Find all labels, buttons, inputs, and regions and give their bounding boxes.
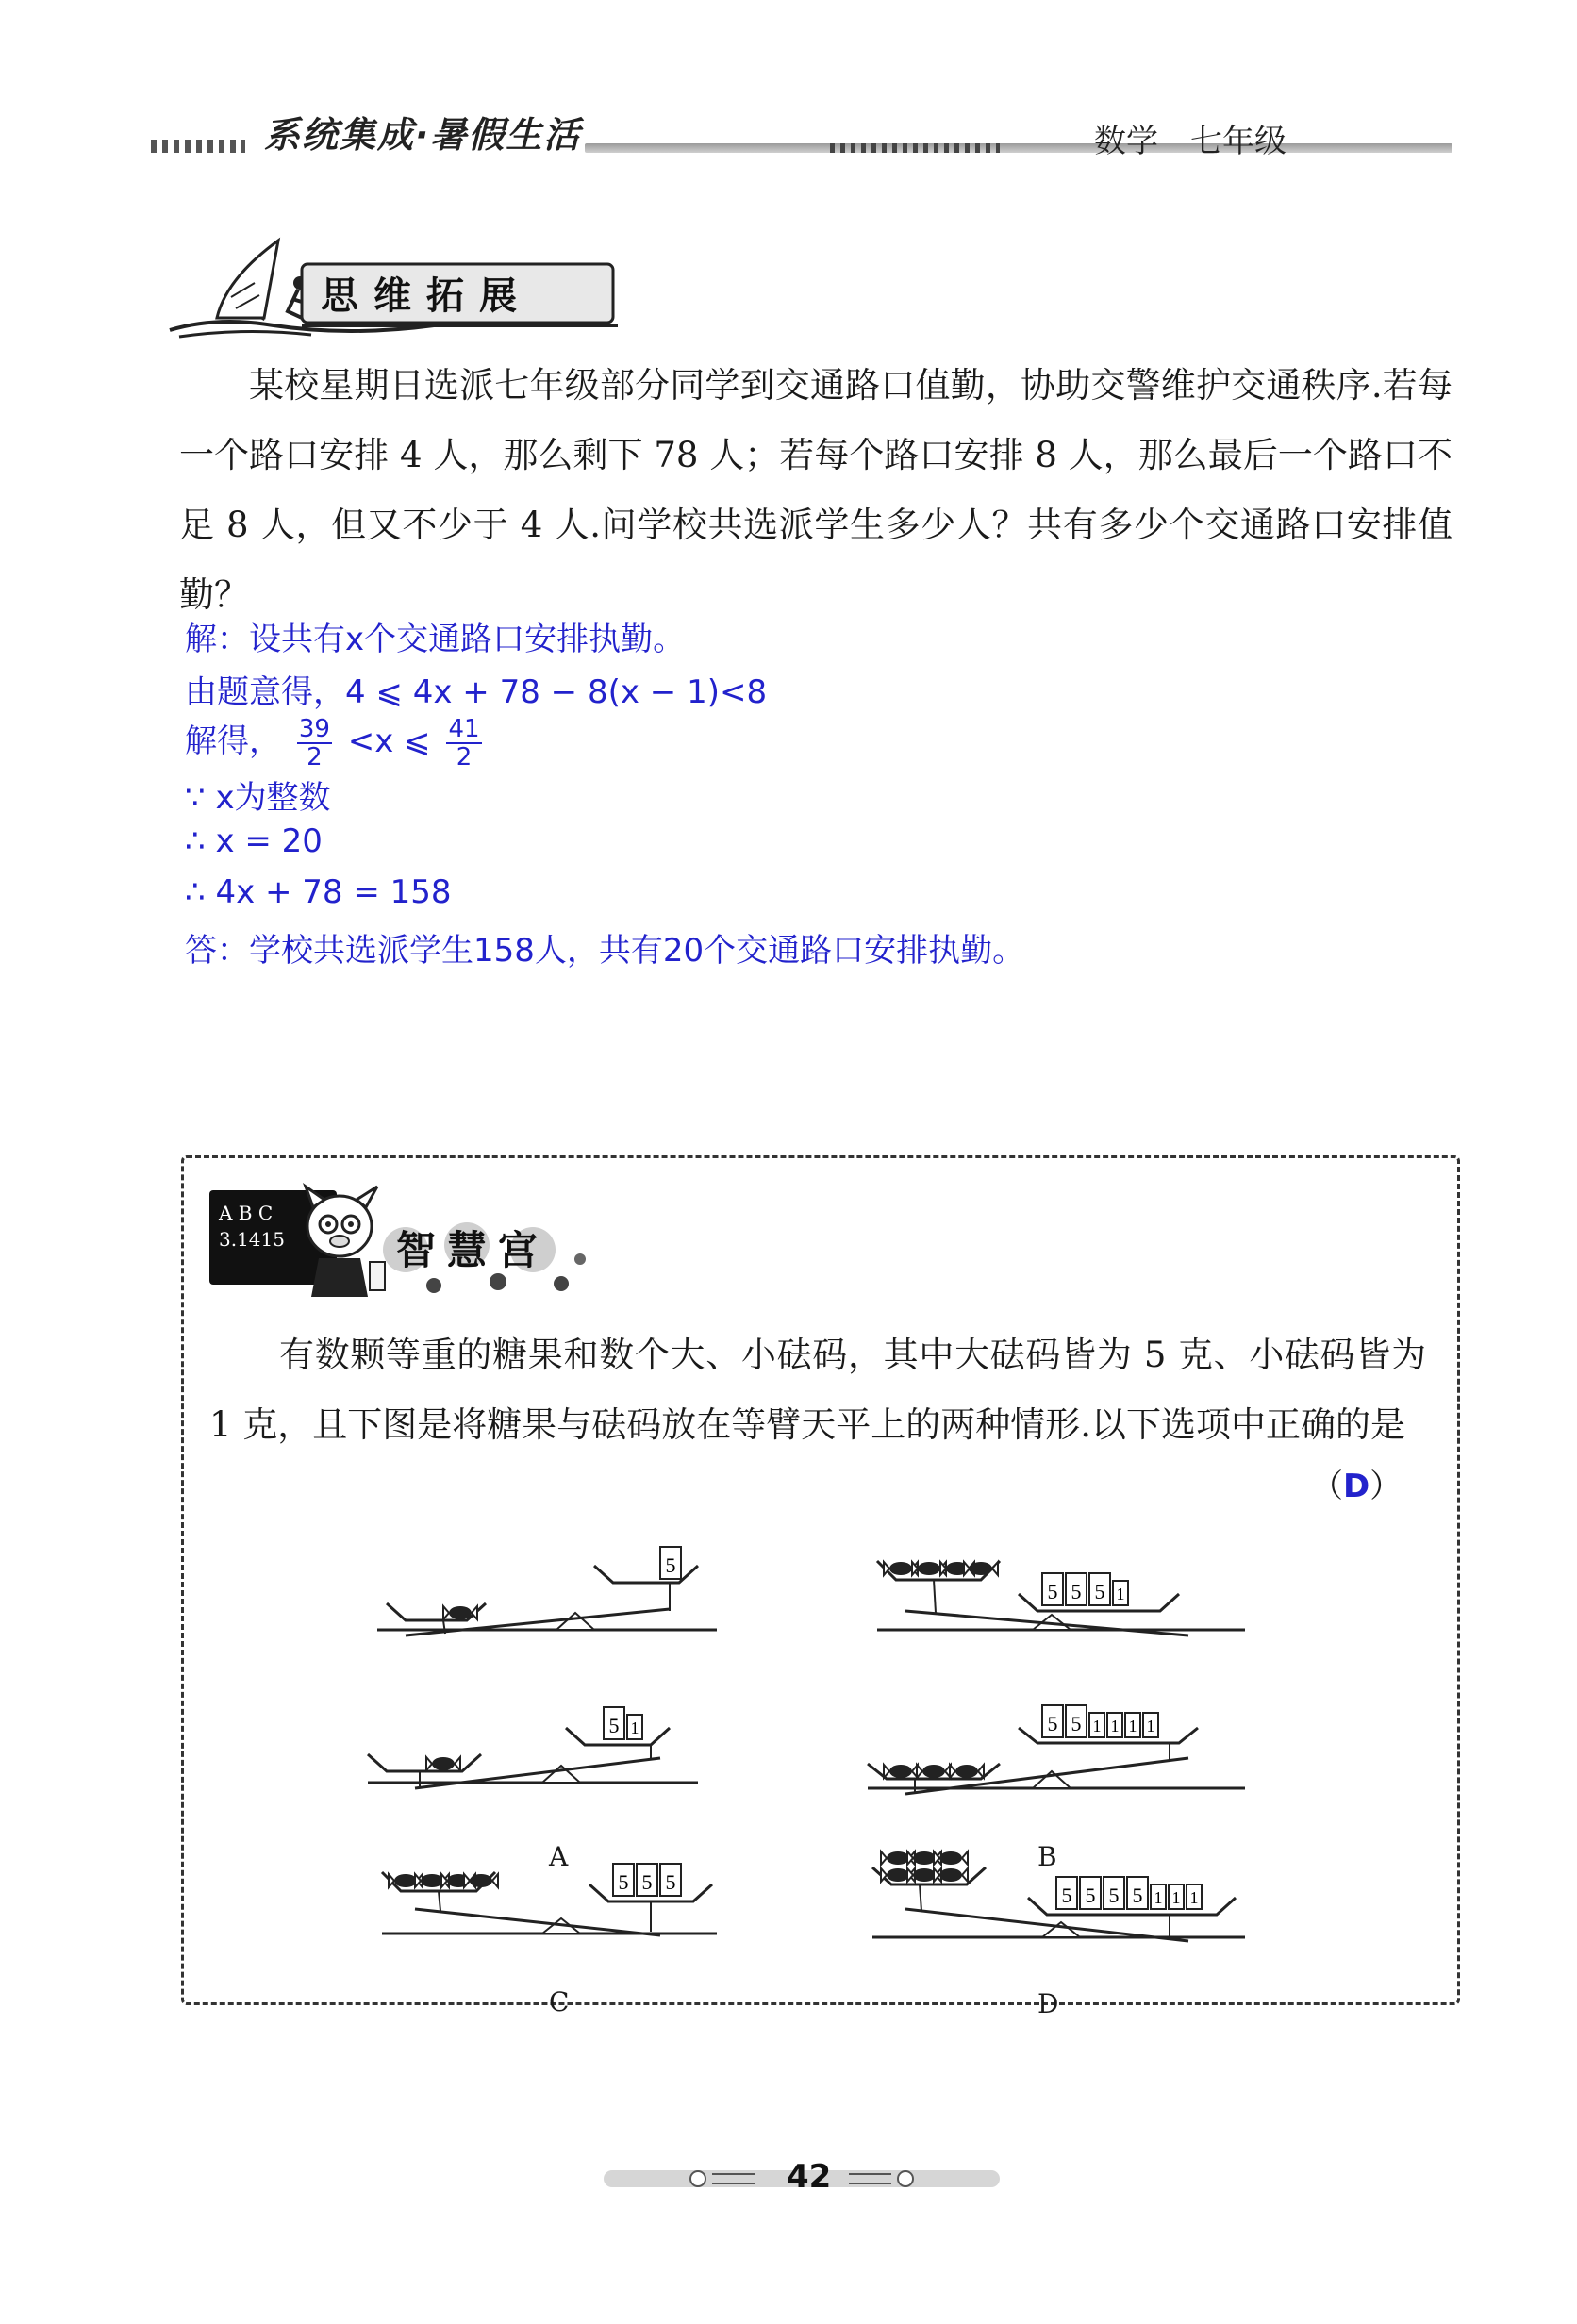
solution-text: 解得， [185, 722, 281, 760]
problem-1-text: 某校星期日选派七年级部分同学到交通路口值勤，协助交警维护交通秩序.若每一个路口安排 4 人，那么剩下 78 人；若每个路口安排 8 人，那么最后一个路口不足 8 人，但又不少于 4 人.问学校共选派学生多少人？共有多少个交通路口安排值勤？ [179, 365, 1452, 615]
section-title-wisdom: 智慧宫 [396, 1227, 550, 1273]
weight-label: 5 [1085, 1884, 1096, 1907]
weight-label: 1 [1146, 1717, 1155, 1735]
weight-label: 5 [1071, 1580, 1082, 1603]
weight-label: 1 [1154, 1888, 1163, 1907]
weight-label: 5 [1108, 1884, 1120, 1907]
solution-line: 解：设共有x个交通路口安排执勤。 [185, 621, 686, 658]
solution-line: 答：学校共选派学生158人，共有20个交通路口安排执勤。 [185, 932, 1025, 970]
solution-line: ∵ x为整数 [185, 779, 331, 817]
weight-label: 1 [1171, 1888, 1181, 1907]
answer-letter: D [1343, 1468, 1370, 1505]
bracket-open: （ [1311, 1468, 1343, 1505]
solution-line: ∴ x = 20 [185, 822, 323, 860]
weight-label: 5 [1047, 1580, 1058, 1603]
balance-option-d [872, 1851, 1245, 1941]
solution-line: ∴ 4x + 78 = 158 [185, 873, 452, 911]
weight-label: 5 [665, 1553, 676, 1577]
weight-label: 5 [1132, 1884, 1143, 1907]
fraction-denominator: 2 [307, 742, 323, 772]
fraction-numerator: 39 [298, 714, 330, 743]
fraction [297, 716, 332, 771]
weight-label: 5 [1071, 1712, 1082, 1735]
weight-label: 5 [641, 1870, 653, 1894]
chalkboard-text [219, 1200, 285, 1253]
option-label-d: D [1038, 1988, 1059, 2019]
solution-text: <x ⩽ [347, 722, 431, 760]
weight-label: 1 [1189, 1888, 1199, 1907]
weight-label: 1 [1110, 1717, 1120, 1735]
weight-label: 5 [608, 1714, 620, 1737]
solution-block [0, 0, 1577, 1038]
section-title-thinking: 思维拓展 [321, 274, 532, 318]
fraction [446, 716, 481, 771]
balance-figure-1 [377, 1547, 717, 1635]
problem-2-text: 有数颗等重的糖果和数个大、小砝码，其中大砝码皆为 5 克、小砝码皆为 1 克，且下图是将糖果与砝码放在等臂天平上的两种情形.以下选项中正确的是 [209, 1335, 1426, 1445]
page-number: 42 [787, 2158, 832, 2196]
option-label-c: C [549, 1986, 570, 2017]
balance-figure-2 [877, 1561, 1245, 1635]
weight-label: 1 [1116, 1585, 1125, 1603]
fraction-numerator: 41 [448, 714, 480, 743]
balance-option-b [868, 1705, 1245, 1794]
weight-label: 5 [1061, 1884, 1072, 1907]
chalkboard-line: 3.1415 [219, 1228, 285, 1251]
subject-grade: 数学 七年级 [1094, 123, 1286, 160]
weight-label: 5 [1047, 1712, 1058, 1735]
weight-label: 1 [1092, 1717, 1102, 1735]
balance-option-c [382, 1864, 717, 1935]
bracket-close: ） [1370, 1468, 1403, 1505]
series-title: 系统集成·暑假生活 [264, 114, 582, 156]
weight-label: 1 [1128, 1717, 1137, 1735]
solution-line: 由题意得，4 ⩽ 4x + 78 − 8(x − 1)<8 [185, 673, 768, 711]
fraction-denominator: 2 [456, 742, 473, 772]
weight-label: 5 [618, 1870, 629, 1894]
solution-line-fraction [185, 715, 488, 771]
balance-option-a [368, 1707, 698, 1788]
answer-bracket [1311, 1460, 1402, 1506]
option-label-a: A [549, 1841, 569, 1872]
balance-figures [340, 1528, 1283, 2018]
weight-label: 5 [665, 1870, 676, 1894]
weight-label: 5 [1094, 1580, 1105, 1603]
chalkboard-line: A B C [219, 1202, 274, 1224]
option-label-b: B [1038, 1841, 1057, 1872]
weight-label: 1 [630, 1718, 639, 1737]
